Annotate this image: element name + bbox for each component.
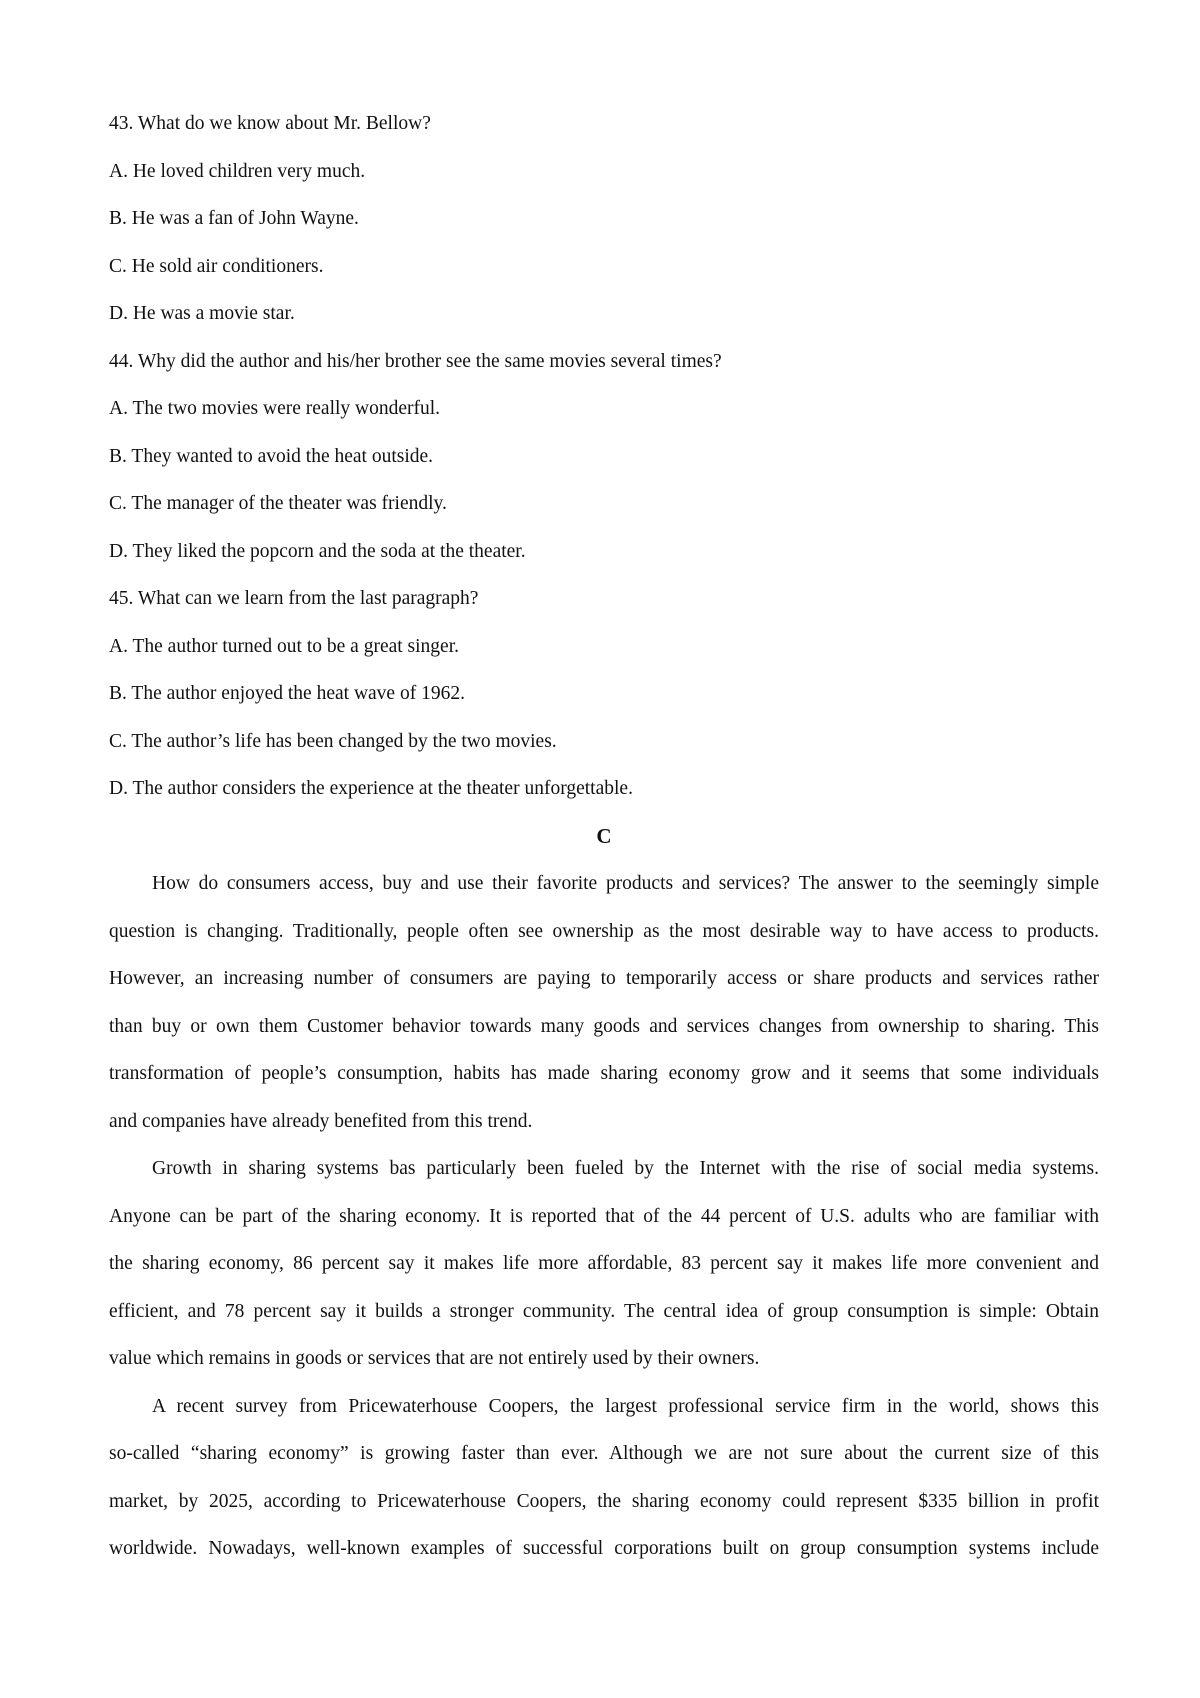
paragraph-line: A recent survey from Pricewaterhouse Coopers, the largest professional service firm in the world, shows this [152, 1395, 1099, 1417]
answer-option: D. The author considers the experience at the theater unforgettable. [109, 778, 633, 799]
paragraph-line: question is changing. Traditionally, people often see ownership as the most desirable way to have access to products. [109, 920, 1099, 942]
paragraph-line: However, an increasing number of consumers are paying to temporarily access or share products and services rather [109, 968, 1099, 989]
answer-option: A. The two movies were really wonderful. [109, 398, 441, 419]
answer-option: B. The author enjoyed the heat wave of 1962. [109, 683, 465, 704]
answer-option: D. They liked the popcorn and the soda at the theater. [109, 540, 526, 562]
paragraph-line: than buy or own them Customer behavior towards many goods and services changes from ownership to sharing. This [109, 1015, 1099, 1037]
paragraph-line: and companies have already benefited from this trend. [109, 1110, 533, 1132]
answer-option: A. The author turned out to be a great singer. [109, 635, 460, 657]
paragraph-line: How do consumers access, buy and use their favorite products and services? The answer to the seemingly simple [152, 873, 1099, 894]
passage-paragraph-2 [109, 1145, 1099, 1383]
question-43 [109, 100, 1099, 338]
question-45 [109, 575, 1099, 813]
answer-option: D. He was a movie star. [109, 303, 295, 324]
answer-option: B. He was a fan of John Wayne. [109, 208, 359, 229]
question-stem: 45. What can we learn from the last paragraph? [109, 588, 479, 609]
paragraph-line: worldwide. Nowadays, well-known examples of successful corporations built on group consumption systems include [109, 1538, 1099, 1559]
paragraph-line: the sharing economy, 86 percent say it makes life more affordable, 83 percent say it makes life more convenient and [109, 1253, 1099, 1274]
question-44 [109, 338, 1099, 576]
section-heading: C [596, 823, 612, 848]
paragraph-line: transformation of people’s consumption, habits has made sharing economy grow and it seems that some individuals [109, 1063, 1099, 1084]
paragraph-line: market, by 2025, according to Pricewaterhouse Coopers, the sharing economy could represent $335 billion in profit [109, 1490, 1099, 1512]
paragraph-line: so-called “sharing economy” is growing faster than ever. Although we are not sure about the current size of this [109, 1443, 1099, 1464]
question-stem: 43. What do we know about Mr. Bellow? [109, 113, 431, 134]
answer-option: A. He loved children very much. [109, 160, 366, 182]
answer-option: C. The author’s life has been changed by the two movies. [109, 730, 557, 752]
passage-paragraph-3 [109, 1383, 1099, 1573]
paragraph-line: Growth in sharing systems bas particularly been fueled by the Internet with the rise of social media systems. [152, 1158, 1099, 1179]
paragraph-line: efficient, and 78 percent say it builds a stronger community. The central idea of group consumption is simple: Obtain [109, 1300, 1099, 1322]
answer-option: C. He sold air conditioners. [109, 255, 324, 277]
passage-paragraph-1 [109, 860, 1099, 1145]
paragraph-line: Anyone can be part of the sharing economy. It is reported that of the 44 percent of U.S. adults who are familiar with [109, 1205, 1099, 1227]
paragraph-line: value which remains in goods or services that are not entirely used by their owners. [109, 1348, 760, 1369]
question-stem: 44. Why did the author and his/her brother see the same movies several times? [109, 350, 722, 372]
page-content [109, 100, 1099, 1573]
answer-option: C. The manager of the theater was friendly. [109, 493, 447, 514]
answer-option: B. They wanted to avoid the heat outside. [109, 445, 434, 467]
